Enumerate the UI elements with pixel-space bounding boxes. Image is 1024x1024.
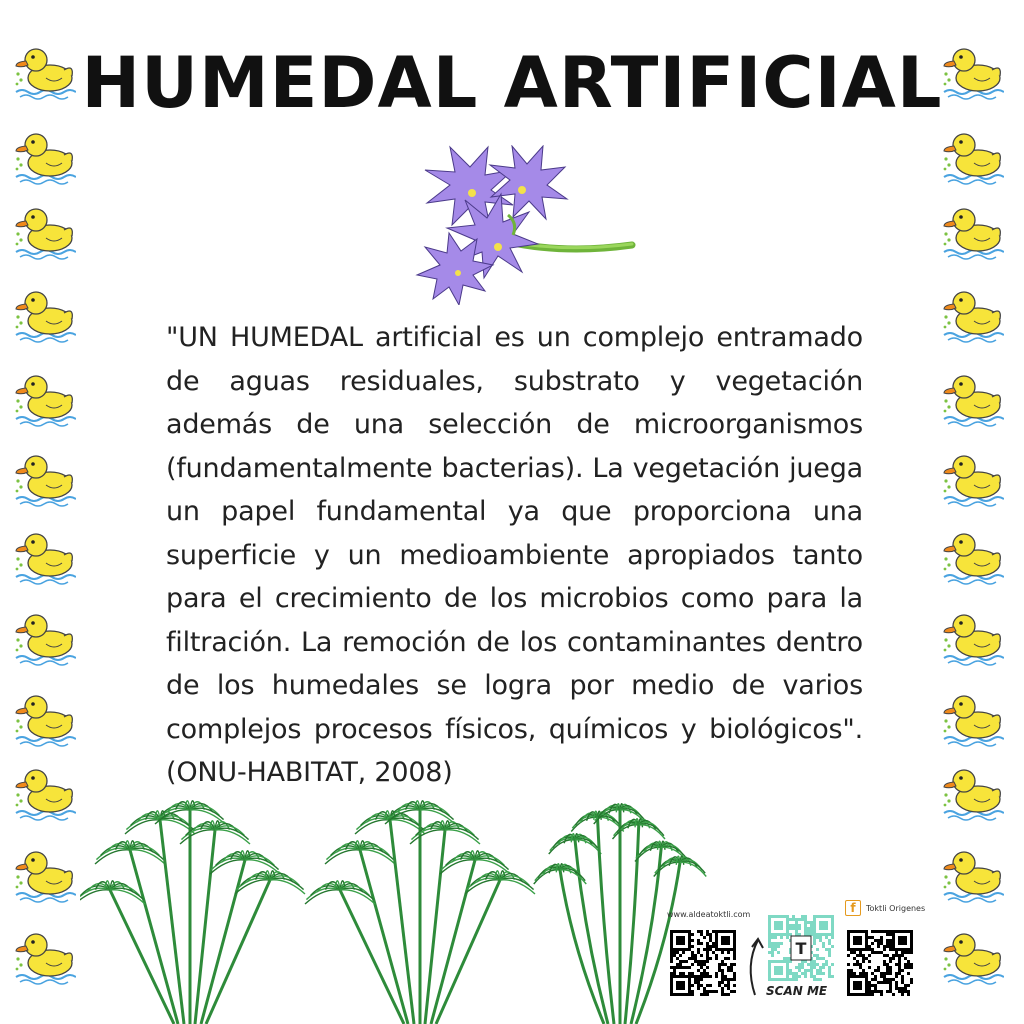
duck-icon <box>12 40 76 100</box>
duck-icon <box>940 687 1004 747</box>
duck-icon <box>940 525 1004 585</box>
qr-logo: T <box>795 939 807 958</box>
duck-icon <box>12 125 76 185</box>
duck-icon <box>12 525 76 585</box>
duck-icon <box>12 843 76 903</box>
papyrus-plant-icon <box>80 801 305 1024</box>
duck-icon <box>12 687 76 747</box>
duck-icon <box>12 283 76 343</box>
duck-icon <box>12 761 76 821</box>
qr-codes <box>660 895 930 1020</box>
duck-icon <box>940 200 1004 260</box>
duck-icon <box>12 606 76 666</box>
qr-code-facebook <box>847 930 913 996</box>
duck-icon <box>12 606 76 666</box>
papyrus-plant-icon <box>80 790 720 1024</box>
duck-icon <box>12 367 76 427</box>
duck-icon <box>12 925 76 985</box>
duck-icon <box>12 925 76 985</box>
duck-icon <box>940 125 1004 185</box>
duck-icon <box>940 606 1004 666</box>
papyrus-plant-icon <box>305 801 535 1024</box>
facebook-icon: f <box>845 900 861 916</box>
duck-icon <box>940 525 1004 585</box>
duck-icon <box>940 125 1004 185</box>
qr-code-scan <box>768 915 834 981</box>
arrow-icon <box>751 940 758 995</box>
duck-icon <box>940 761 1004 821</box>
website-url: www.aldeatoktli.com <box>667 910 751 919</box>
duck-icon <box>940 367 1004 427</box>
scan-me-label: SCAN ME <box>766 984 828 998</box>
duck-icon <box>12 687 76 747</box>
duck-icon <box>12 843 76 903</box>
duck-icon <box>12 367 76 427</box>
duck-icon <box>12 761 76 821</box>
duck-icon <box>940 606 1004 666</box>
duck-icon <box>12 125 76 185</box>
water-hyacinth-icon <box>410 145 640 305</box>
duck-icon <box>940 200 1004 260</box>
duck-icon <box>940 447 1004 507</box>
duck-icon <box>940 40 1004 100</box>
duck-icon <box>940 925 1004 985</box>
duck-icon <box>940 761 1004 821</box>
quote-paragraph: "UN HUMEDAL artificial es un complejo entramado de aguas residuales, substrato y vegetación además de una selección de microorganismos (fundamentalmente bacterias). La vegetación juega un papel fundamental ya que proporciona una superficie y un medioambiente apropiados tanto para el crecimiento de los microbios como para la filtración. La remoción de los contaminantes dentro de los humedales se logra por medio de varios complejos procesos físicos, químicos y biológicos". (ONU-HABITAT, 2008) <box>166 322 863 788</box>
duck-icon <box>12 525 76 585</box>
duck-icon <box>940 283 1004 343</box>
duck-icon <box>940 843 1004 903</box>
page-title: HUMEDAL ARTIFICIAL <box>81 42 943 124</box>
duck-icon <box>940 843 1004 903</box>
qr-code-website <box>670 930 736 996</box>
duck-icon <box>940 925 1004 985</box>
duck-icon <box>12 40 76 100</box>
duck-icon <box>940 40 1004 100</box>
duck-icon <box>940 367 1004 427</box>
facebook-label: Toktli Origenes <box>866 903 926 913</box>
duck-icon <box>12 447 76 507</box>
duck-icon <box>12 283 76 343</box>
duck-icon <box>12 447 76 507</box>
duck-icon <box>940 283 1004 343</box>
duck-icon <box>12 200 76 260</box>
duck-icon <box>12 200 76 260</box>
duck-icon <box>940 687 1004 747</box>
duck-icon <box>940 447 1004 507</box>
